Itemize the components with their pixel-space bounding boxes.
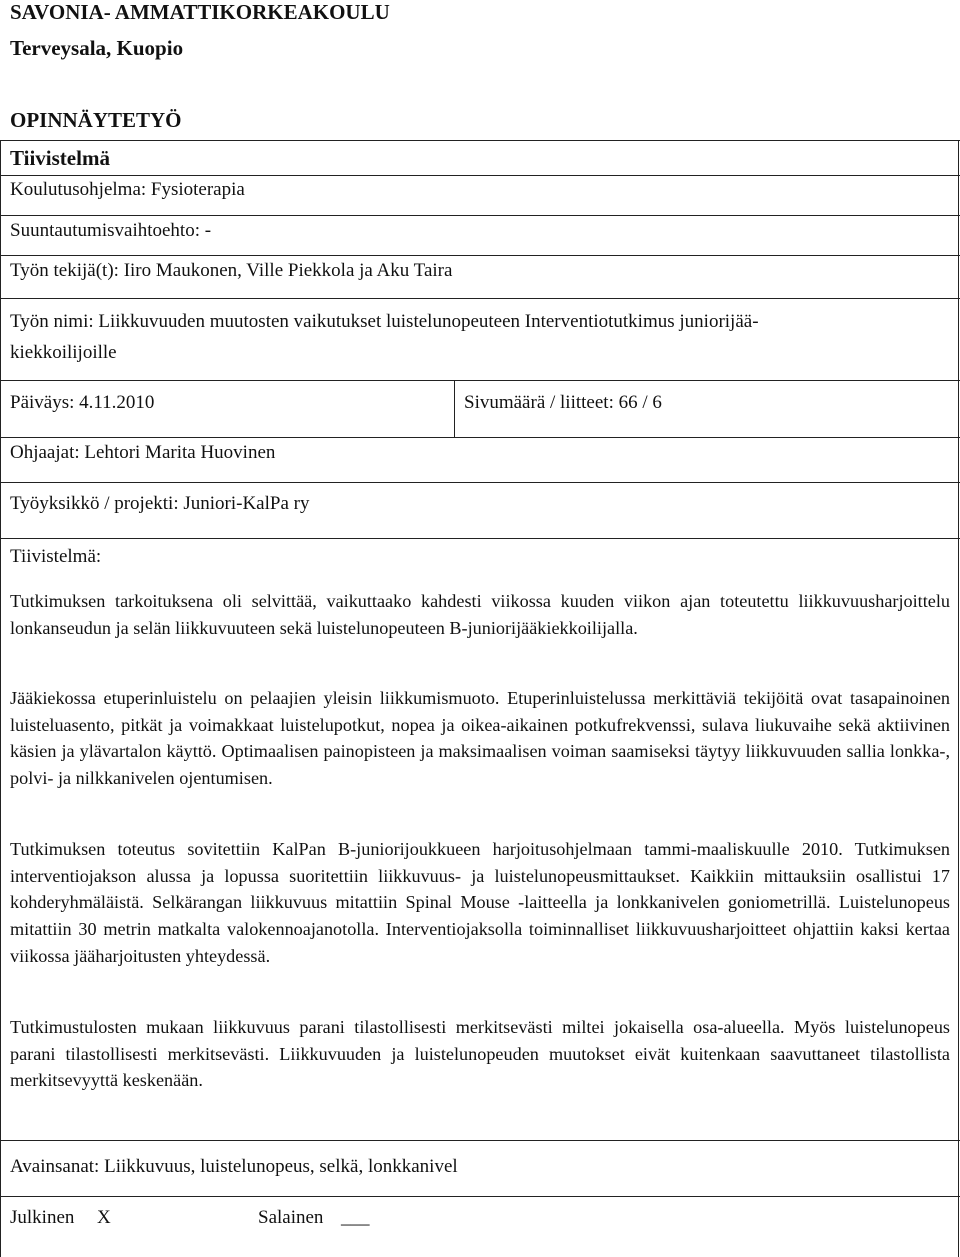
form-right-border [958, 140, 959, 1257]
abstract-paragraph-1: Tutkimuksen tarkoituksena oli selvittää, vaikuttaako kahdesti viikossa kuuden viikon ajan toteutettu liikkuvuusharjoittelu lonkanseudun ja selän liikkuvuuteen sekä luistelunopeuteen B-juniorijääkiekkoilijalla. [10, 591, 950, 638]
divider [0, 175, 960, 176]
specialization-field: Suuntautumisvaihtoehto: - [10, 220, 212, 241]
public-label: Julkinen [10, 1207, 75, 1228]
form-top-border [0, 140, 960, 141]
authors-field: Työn tekijä(t): Iiro Maukonen, Ville Piekkola ja Aku Taira [10, 260, 453, 281]
abstract-heading: Tiivistelmä [10, 146, 110, 170]
thesis-title-line1: Työn nimi: Liikkuvuuden muutosten vaikutukset luistelunopeuteen Interventiotutkimus juniorijää- [10, 311, 759, 332]
department-name: Terveysala, Kuopio [10, 36, 184, 60]
secret-label: Salainen [258, 1207, 324, 1228]
divider [0, 1140, 960, 1141]
keywords-field: Avainsanat: Liikkuvuus, luistelunopeus, selkä, lonkkanivel [10, 1156, 458, 1177]
cell-divider [454, 380, 455, 437]
secret-mark: ___ [341, 1207, 370, 1228]
programme-field: Koulutusohjelma: Fysioterapia [10, 179, 245, 200]
divider [0, 255, 960, 256]
abstract-paragraph-4: Tutkimustulosten mukaan liikkuvuus parani tilastollisesti merkitsevästi miltei jokaisella osa-alueella. Myös luistelunopeus parani tilastollisesti merkitsevästi. Liikkuvuuden ja luistelunopeuden muutokset eivät kuitenkaan saavuttaneet tilastollista merkitsevyyttä keskenään. [10, 1017, 950, 1091]
abstract-paragraph-2: Jääkiekossa etuperinluistelu on pelaajien yleisin liikkumismuoto. Etuperinluistelussa merkittäviä tekijöitä ovat tasapainoinen luisteluasento, pitkät ja voimakkaat luistelupotkut, nopea ja oikea-aikainen potkufrekvenssi, sulava liukuvaihe sekä aktiivinen käsien ja ylävartalon käyttö. Optimaalisen painopisteen ja maksimaalisen voiman saamiseksi täytyy liikkuvuuden sallia lonkka-, polvi- ja nilkkanivelen ojentumisen. [10, 688, 950, 789]
divider [0, 437, 960, 438]
divider [0, 380, 960, 381]
public-mark: X [97, 1207, 111, 1228]
divider [0, 482, 960, 483]
unit-project-field: Työyksikkö / projekti: Juniori-KalPa ry [10, 493, 310, 514]
divider [0, 538, 960, 539]
form-left-border [0, 140, 1, 1257]
supervisors-field: Ohjaajat: Lehtori Marita Huovinen [10, 442, 276, 463]
abstract-label: Tiivistelmä: [10, 546, 102, 567]
page-count-field: Sivumäärä / liitteet: 66 / 6 [464, 392, 662, 413]
divider [0, 298, 960, 299]
thesis-title-line2: kiekkoilijoille [10, 342, 117, 363]
institution-name: SAVONIA- AMMATTIKORKEAKOULU [10, 0, 390, 24]
document-type: OPINNÄYTETYÖ [10, 108, 182, 132]
divider [0, 1196, 960, 1197]
date-field: Päiväys: 4.11.2010 [10, 392, 155, 413]
abstract-paragraph-3: Tutkimuksen toteutus sovitettiin KalPan B-juniorijoukkueen harjoitusohjelmaan tammi-maaliskuulle 2010. Tutkimuksen interventiojakson alussa ja lopussa suoritettiin liikkuvuus- ja luistelunopeusmittaukset. Kaikkiin mittauksiin osallistui 17 kohderyhmäläistä. Selkärangan liikkuvuus mitattiin Spinal Mouse -laitteella ja lonkkanivelen goniometrillä. Luistelunopeus mitattiin 30 metrin matkalta valokennoajanotolla. Interventiojaksolla toiminnalliset liikkuvuusharjoitteet ohjattiin kaksi kertaa viikossa jääharjoitusten yhteydessä. [10, 839, 950, 966]
divider [0, 215, 960, 216]
